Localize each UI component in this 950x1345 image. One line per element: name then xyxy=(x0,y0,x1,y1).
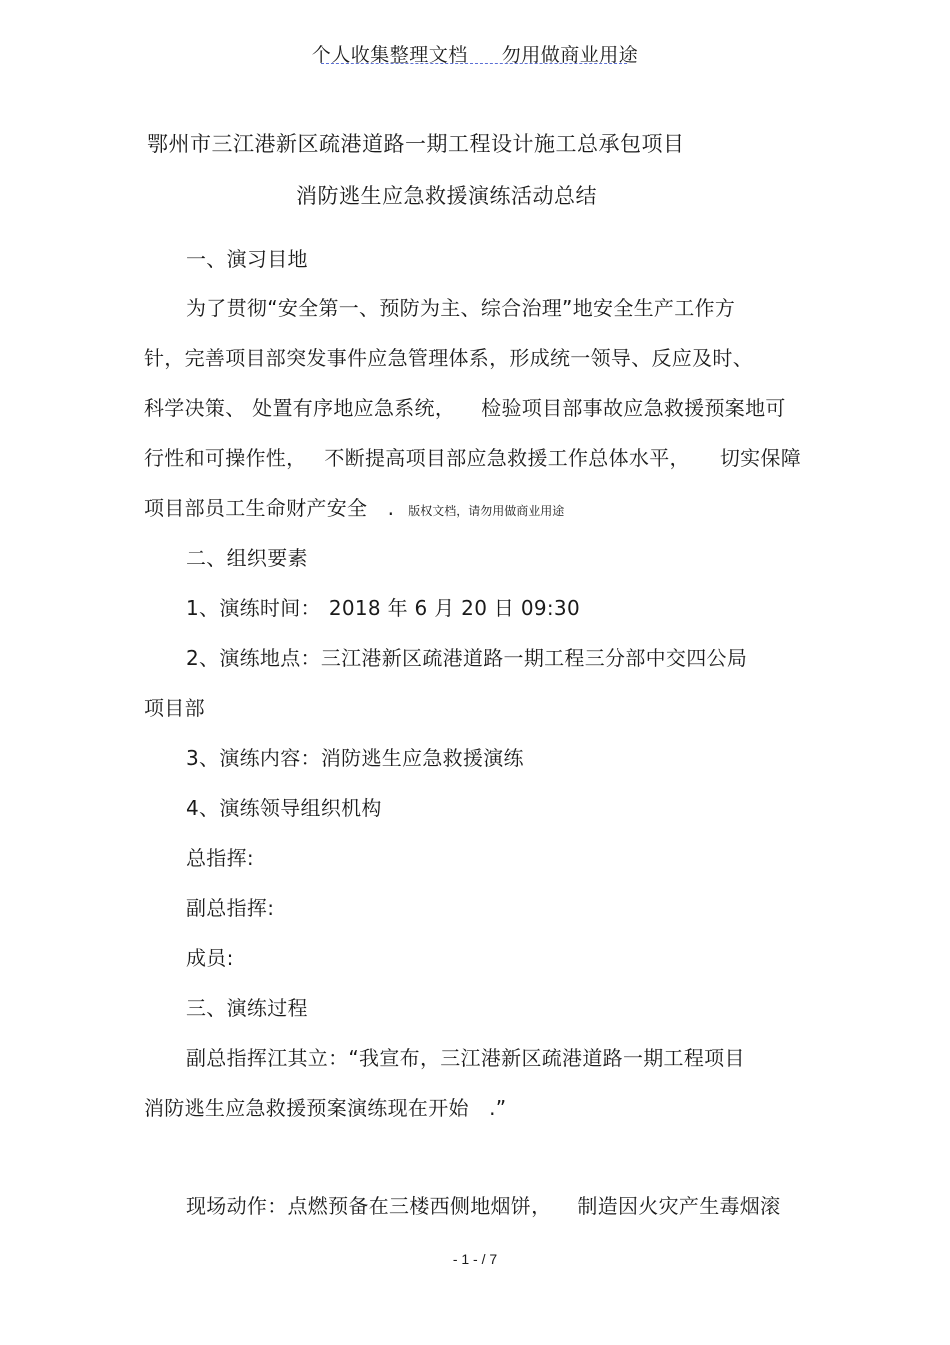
section2-item2-line2: 项目部 xyxy=(144,696,205,720)
section3-heading: 三、演练过程 xyxy=(186,996,308,1020)
section2-item4: 4、演练领导组织机构 xyxy=(186,796,382,820)
header-left-text: 个人收集整理文档 xyxy=(311,44,468,66)
section1-paragraph-line1: 为了贯彻“安全第一、预防为主、综合治理”地安全生产工作方 xyxy=(186,296,736,320)
section1-line4-part3: 切实保障 xyxy=(719,446,802,470)
document-title-line2: 消防逃生应急救援演练活动总结 xyxy=(296,184,597,208)
section2-item1 xyxy=(186,592,580,621)
section3-line3-part2: 制造因火灾产生毒烟滚 xyxy=(577,1194,781,1218)
section1-line3-part2: 检验项目部事故应急救援预案地可 xyxy=(481,396,786,420)
copyright-note: 版权文档，请勿用做商业用途 xyxy=(408,504,565,518)
section2-item3: 3、演练内容：消防逃生应急救援演练 xyxy=(186,746,524,770)
drill-time-label: 1、演练时间： xyxy=(186,596,321,620)
section1-line4-part2: 不断提高项目部应急救援工作总体水平， xyxy=(324,446,690,470)
section1-paragraph-line2: 针，完善项目部突发事件应急管理体系，形成统一领导、反应及时、 xyxy=(144,346,753,370)
commander-label: 总指挥: xyxy=(186,846,254,870)
header-right-text: 勿用做商业用途 xyxy=(501,44,639,66)
section2-item2-line1: 2、演练地点：三江港新区疏港道路一期工程三分部中交四公局 xyxy=(186,646,748,670)
section1-paragraph-line5 xyxy=(144,492,564,521)
section1-paragraph-line3 xyxy=(144,392,786,421)
section3-line3-part1: 现场动作：点燃预备在三楼西侧地烟饼， xyxy=(186,1194,552,1218)
section1-line5-text: 项目部员工生命财产安全 . xyxy=(144,496,395,520)
drill-time-value: 2018 年 6 月 20 日 09:30 xyxy=(328,596,580,620)
section1-paragraph-line4 xyxy=(144,442,801,471)
section1-line4-part1: 行性和可操作性， xyxy=(144,446,307,470)
header-dashed-rule xyxy=(321,63,627,64)
page-number: - 1 - / 7 xyxy=(452,1251,498,1267)
section3-paragraph-line3 xyxy=(186,1190,780,1219)
document-title-line1: 鄂州市三江港新区疏港道路一期工程设计施工总承包项目 xyxy=(147,132,685,156)
section3-paragraph-line2: 消防逃生应急救援预案演练现在开始 .” xyxy=(144,1096,507,1120)
members-label: 成员: xyxy=(186,946,234,970)
section2-heading: 二、组织要素 xyxy=(186,546,308,570)
section1-heading: 一、演习目地 xyxy=(186,247,308,271)
deputy-commander-label: 副总指挥: xyxy=(186,896,275,920)
section3-paragraph-line1: 副总指挥江其立：“我宣布，三江港新区疏港道路一期工程项目 xyxy=(186,1046,745,1070)
section1-line3-part1: 科学决策、 处置有序地应急系统， xyxy=(144,396,456,420)
